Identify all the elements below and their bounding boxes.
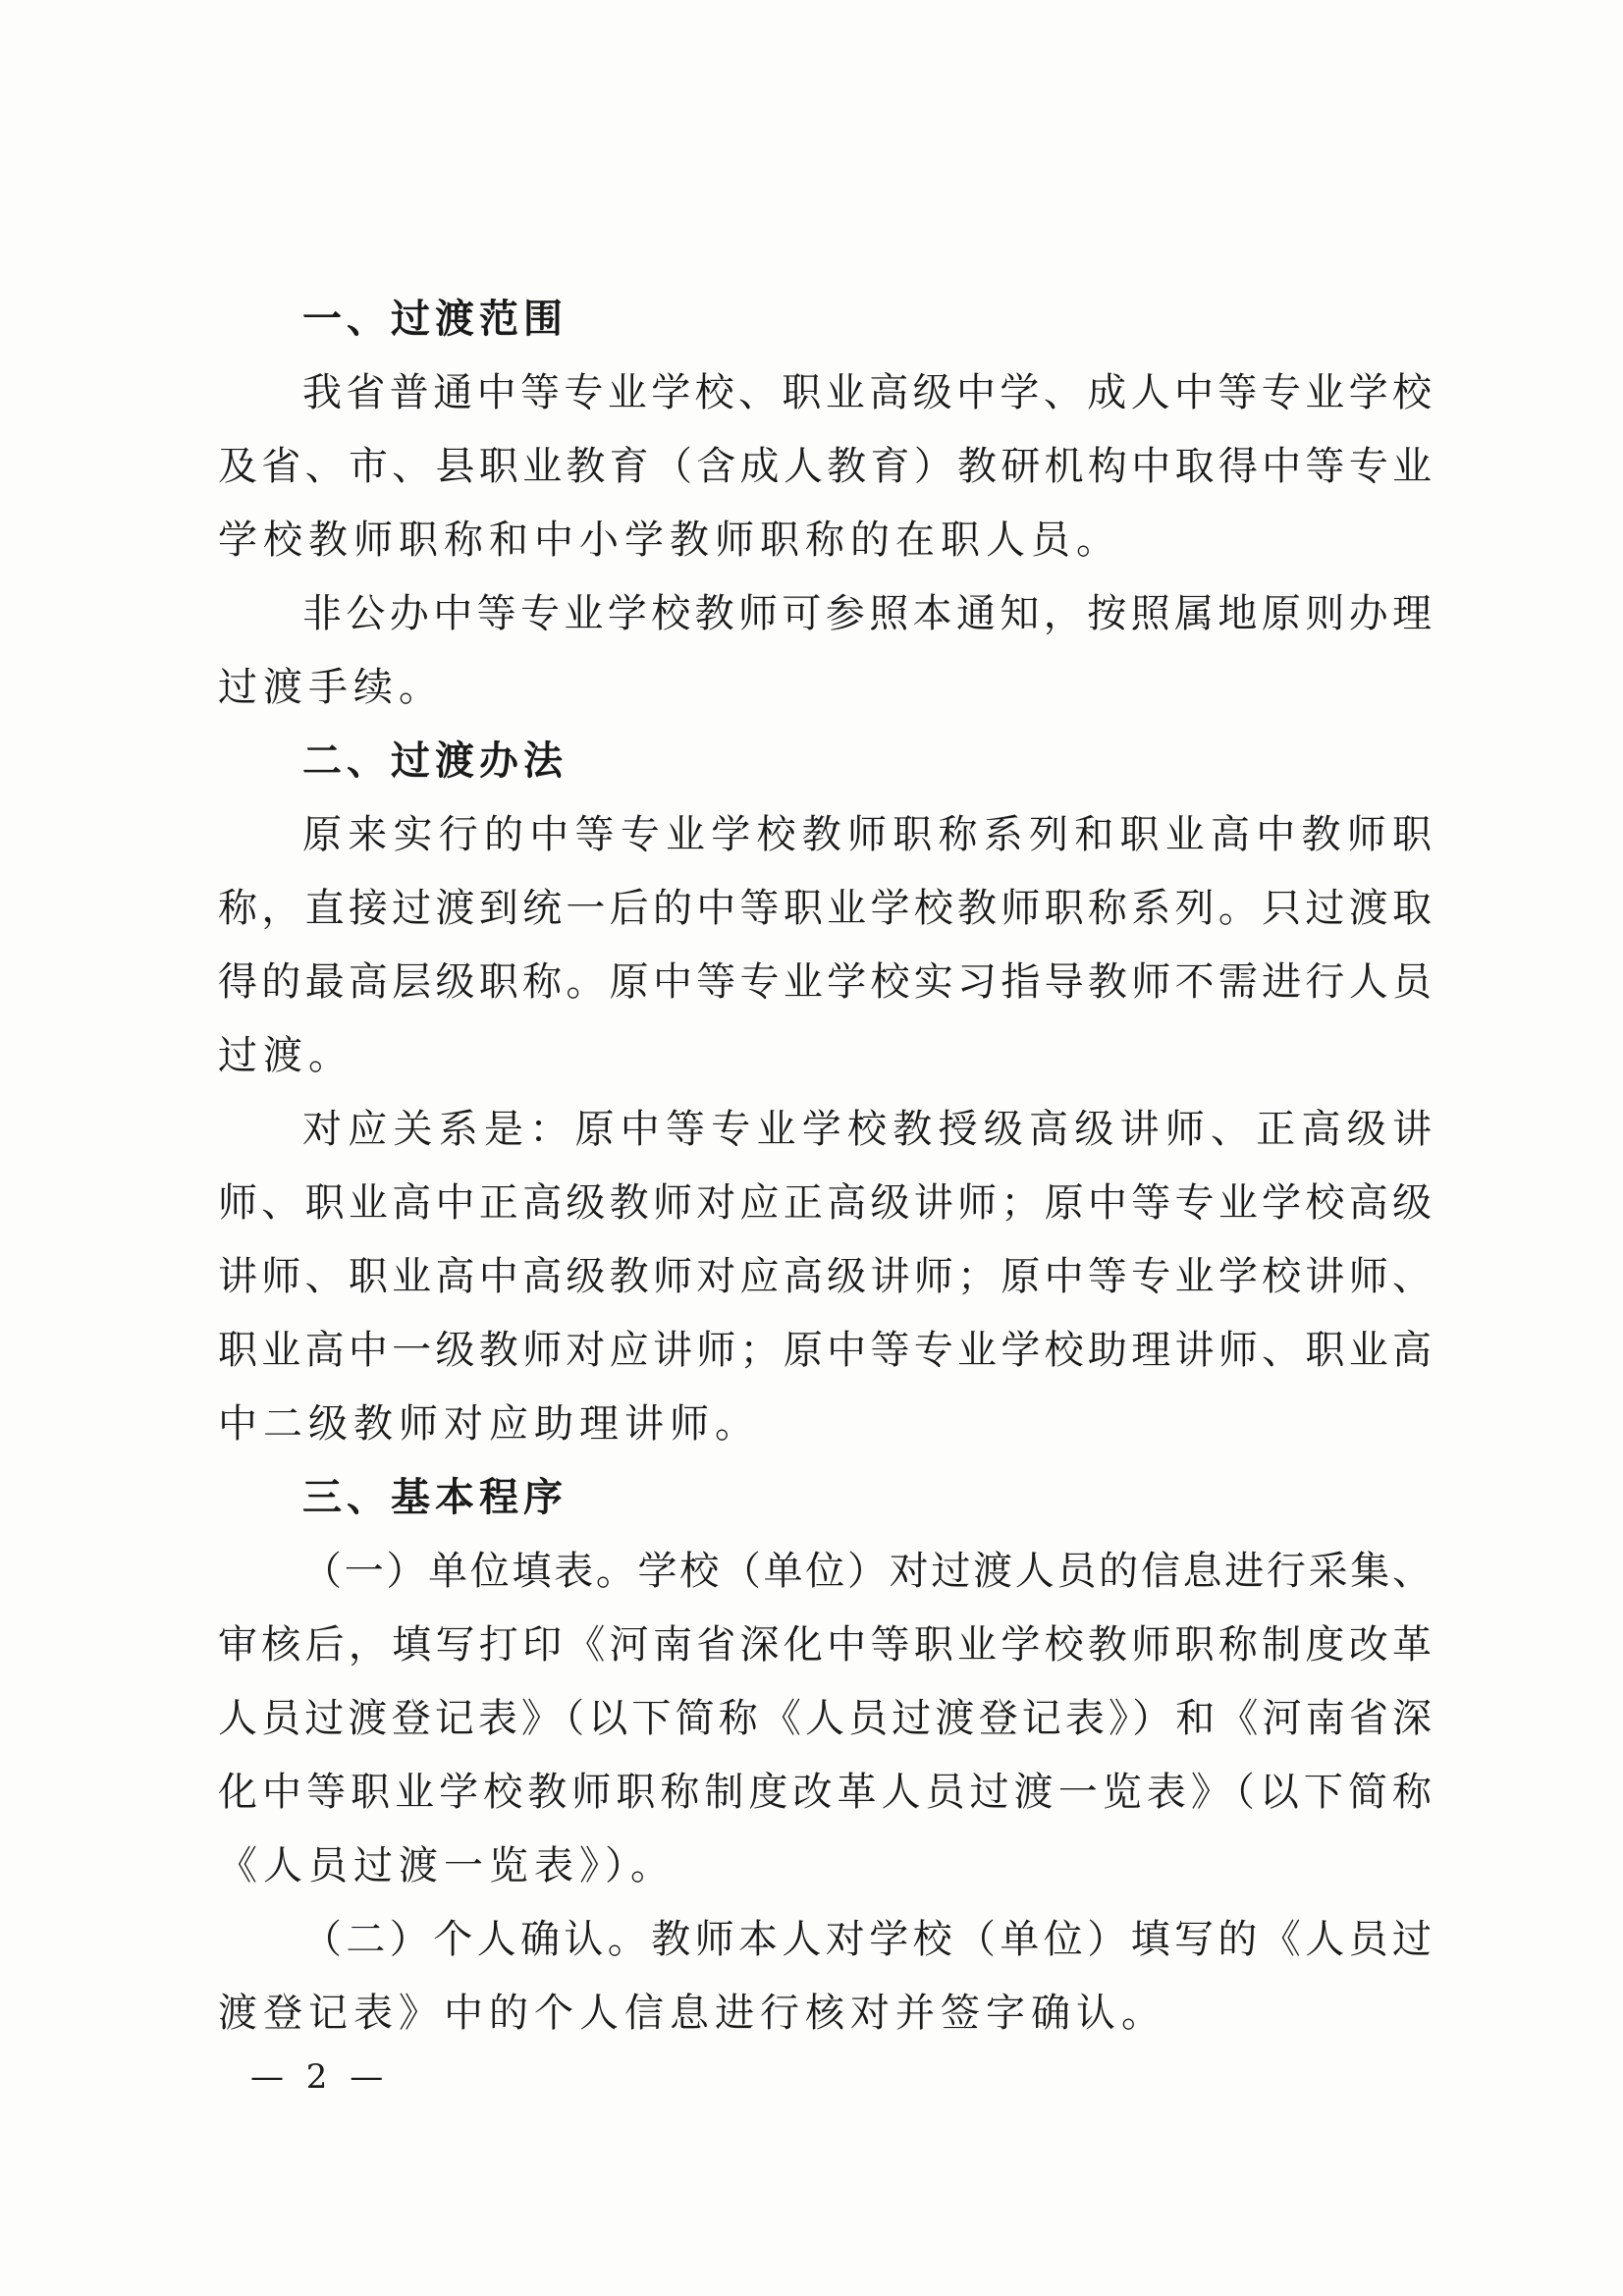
section-heading-procedure: 三、基本程序	[302, 1475, 568, 1520]
paragraph-line: 中二级教师对应助理讲师。	[218, 1401, 760, 1447]
section-heading-method: 二、过渡办法	[302, 738, 568, 784]
paragraph-line: 原来实行的中等专业学校教师职称系列和职业高中教师职	[302, 812, 1432, 857]
document-body	[218, 283, 1432, 2050]
paragraph-line: 学校教师职称和中小学教师职称的在职人员。	[218, 518, 1121, 563]
paragraph-line: （二）个人确认。教师本人对学校（单位）填写的《人员过	[302, 1917, 1432, 1962]
paragraph-line: 渡登记表》中的个人信息进行核对并签字确认。	[218, 1991, 1166, 2036]
paragraph-line: （一）单位填表。学校（单位）对过渡人员的信息进行采集、	[302, 1549, 1432, 1594]
paragraph-line: 非公办中等专业学校教师可参照本通知，按照属地原则办理	[302, 591, 1432, 636]
paragraph-line: 过渡手续。	[218, 665, 444, 710]
paragraph-line: 人员过渡登记表》（以下简称《人员过渡登记表》）和《河南省深	[218, 1696, 1432, 1741]
paragraph-line: 讲师、职业高中高级教师对应高级讲师；原中等专业学校讲师、	[218, 1254, 1432, 1299]
paragraph-line: 过渡。	[218, 1033, 353, 1078]
paragraph-line: 对应关系是：原中等专业学校教授级高级讲师、正高级讲	[302, 1107, 1432, 1152]
paragraph-line: 称，直接过渡到统一后的中等职业学校教师职称系列。只过渡取	[218, 886, 1432, 931]
page-number: — 2 —	[250, 2057, 390, 2097]
paragraph-line: 我省普通中等专业学校、职业高级中学、成人中等专业学校	[302, 370, 1432, 415]
paragraph-line: 师、职业高中正高级教师对应正高级讲师；原中等专业学校高级	[218, 1180, 1432, 1226]
paragraph-line: 及省、市、县职业教育（含成人教育）教研机构中取得中等专业	[218, 444, 1432, 489]
paragraph-line: 审核后，填写打印《河南省深化中等职业学校教师职称制度改革	[218, 1622, 1432, 1667]
paragraph-line: 职业高中一级教师对应讲师；原中等专业学校助理讲师、职业高	[218, 1328, 1432, 1373]
paragraph-line: 得的最高层级职称。原中等专业学校实习指导教师不需进行人员	[218, 959, 1432, 1005]
paragraph-line: 化中等职业学校教师职称制度改革人员过渡一览表》（以下简称	[218, 1770, 1432, 1815]
section-heading-scope: 一、过渡范围	[302, 297, 568, 342]
paragraph-line: 《人员过渡一览表》）。	[218, 1843, 676, 1888]
